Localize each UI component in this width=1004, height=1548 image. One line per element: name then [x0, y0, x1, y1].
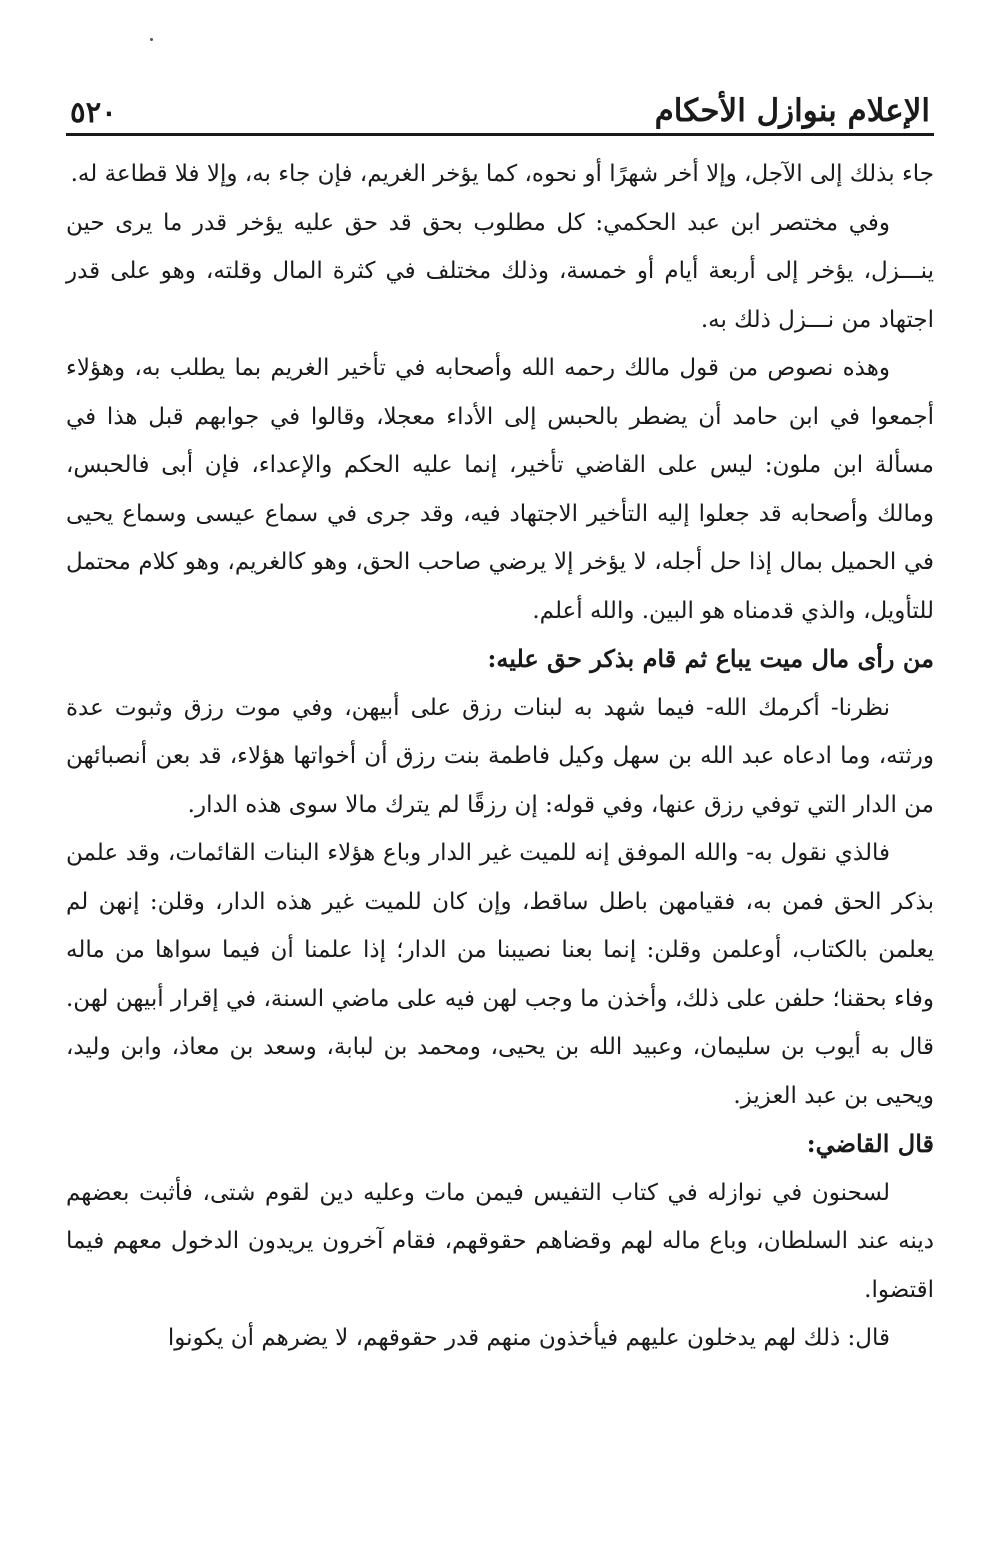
page-number: ٥٢٠ — [70, 95, 117, 129]
paragraph: نظرنا- أكرمك الله- فيما شهد به لبنات رزق على أبيهن، وفي موت رزق وثبوت عدة ورثته، وما ادعاه عبد الله بن سهل وكيل فاطمة بنت رزق أن أخواتها هؤلاء، قد بعن أنصبائهن من الدار التي توفي رزق عنها، وفي قوله: إن رزقًا لم يترك مالا سوى هذه الدار. — [66, 694, 934, 818]
section-heading: قال القاضي: — [806, 1129, 934, 1158]
running-header — [66, 78, 934, 136]
section-heading: من رأى مال ميت يباع ثم قام بذكر حق عليه: — [487, 644, 934, 673]
paragraph: وهذه نصوص من قول مالك رحمه الله وأصحابه في تأخير الغريم بما يطلب به، وهؤلاء أجمعوا في ابن حامد أن يضطر بالحبس إلى الأداء معجلا، وقالوا في جوابهم قبل هذا في مسألة ابن ملون: ليس على القاضي تأخير، إنما عليه الحكم والإعداء، فإن أبى فالحبس، ومالك وأصحابه قد جعلوا إليه التأخير الاجتهاد فيه، وقد جرى في سماع عيسى وسماع يحيى في الحميل بمال إذا حل أجله، لا يؤخر إلا يرضي صاحب الحق، وهو كالغريم، وهو كلام محتمل للتأويل، والذي قدمناه هو البين. والله أعلم. — [66, 355, 934, 624]
page-body — [66, 150, 934, 1363]
paragraph: وفي مختصر ابن عبد الحكمي: كل مطلوب بحق قد حق عليه يؤخر قدر ما يرى حين ينـــزل، يؤخر إلى أربعة أيام أو خمسة، وذلك مختلف في كثرة المال وقلته، وهو على قدر اجتهاد من نـــزل ذلك به. — [66, 209, 934, 333]
paragraph: جاء بذلك إلى الآجل، وإلا أخر شهرًا أو نحوه، كما يؤخر الغريم، فإن جاء به، وإلا فلا قطاعة له. — [70, 161, 934, 187]
paragraph: فالذي نقول به- والله الموفق إنه للميت غير الدار وباع هؤلاء البنات القائمات، وقد علمن بذكر الحق فمن به، فقيامهن باطل ساقط، وإن كان للميت غير هذه الدار، وقلن: إنهن لم يعلمن بالكتاب، أوعلمن وقلن: إنما بعنا نصيبنا من الدار؛ إذا علمنا أن فيما سواها من ماله وفاء بحقنا؛ حلفن على ذلك، وأخذن ما وجب لهن فيه على ماضي السنة، في إقرار أبيهن لهن. قال به أيوب بن سليمان، وعبيد الله بن يحيى، ومحمد بن لبابة، وسعد بن معاذ، وابن وليد، ويحيى بن عبد العزيز. — [66, 840, 934, 1109]
scan-speck — [150, 38, 153, 41]
running-title: الإعلام بنوازل الأحكام — [654, 93, 930, 129]
paragraph: لسحنون في نوازله في كتاب التفيس فيمن مات وعليه دين لقوم شتى، فأثبت بعضهم دينه عند السلطان، وباع ماله لهم وقضاهم حقوقهم، فقام آخرون يريدون الدخول معهم فيما اقتضوا. — [66, 1179, 934, 1303]
book-page — [66, 78, 934, 1518]
paragraph: قال: ذلك لهم يدخلون عليهم فيأخذون منهم قدر حقوقهم، لا يضرهم أن يكونوا — [167, 1325, 890, 1351]
